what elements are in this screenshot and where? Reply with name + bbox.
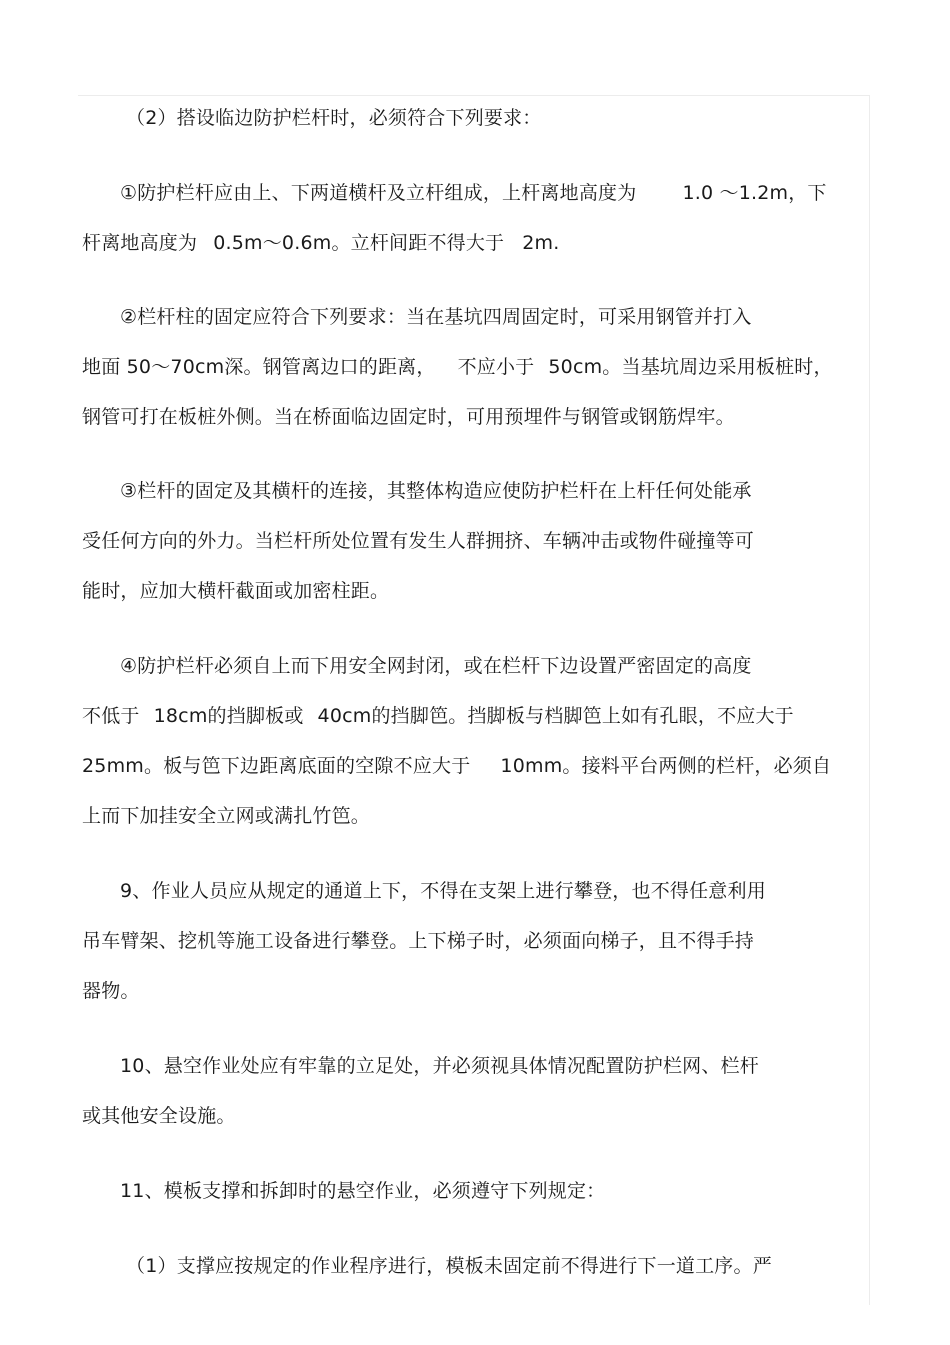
paragraph-p3-line-1: ②栏杆柱的固定应符合下列要求：当在基坑四周固定时，可采用钢管并打入 [120,306,752,328]
paragraph-p5-line-3-text-a: 25mm。板与笆下边距离底面的空隙不应大于 [82,755,471,777]
paragraph-p7-line-1: 10、悬空作业处应有牢靠的立足处，并必须视具体情况配置防护栏网、栏杆 [120,1055,759,1077]
paragraph-p2-line-1 [120,180,827,206]
paragraph-p3-line-2-text-b: 不应小于 [457,356,535,378]
paragraph-p5-line-2-text-a: 不低于 [82,705,140,727]
paragraph-p4-line-1: ③栏杆的固定及其横杆的连接，其整体构造应使防护栏杆在上杆任何处能承 [120,480,752,502]
paragraph-p2-line-2 [82,230,560,256]
paragraph-p2-line-1-value: 1.0 ～1.2m，下 [682,182,827,204]
paragraph-p5-line-1: ④防护栏杆必须自上而下用安全网封闭，或在栏杆下边设置严密固定的高度 [120,655,752,677]
paragraph-p5-line-2-text-b: 18cm的挡脚板或 [153,705,304,727]
paragraph-p7-line-2: 或其他安全设施。 [82,1105,236,1127]
paragraph-p3-line-2 [82,354,833,380]
paragraph-p5-line-2 [82,703,794,729]
paragraph-p9-line-1: （1）支撑应按规定的作业程序进行，模板未固定前不得进行下一道工序。严 [126,1255,772,1277]
paragraph-p2-line-2-text-c: 2m. [522,232,560,254]
paragraph-p4-line-2: 受任何方向的外力。当栏杆所处位置有发生人群拥挤、车辆冲击或物件碰撞等可 [82,530,755,552]
paragraph-p5-line-2-text-c: 40cm的挡脚笆。挡脚板与档脚笆上如有孔眼，不应大于 [317,705,794,727]
paragraph-p6-line-2: 吊车臂架、挖机等施工设备进行攀登。上下梯子时，必须面向梯子，且不得手持 [82,930,755,952]
paragraph-p3-line-2-text-c: 50cm。当基坑周边采用板桩时， [548,356,833,378]
paragraph-p5-line-3-text-b: 10mm。接料平台两侧的栏杆，必须自 [500,755,832,777]
paragraph-p1-line-1: （2）搭设临边防护栏杆时，必须符合下列要求： [126,107,542,129]
paragraph-p5-line-3 [82,753,831,779]
paragraph-p6-line-3: 器物。 [82,980,140,1002]
paragraph-p3-line-3: 钢管可打在板桩外侧。当在桥面临边固定时，可用预埋件与钢管或钢筋焊牢。 [82,406,735,428]
paragraph-p2-line-2-text-b: 0.5m～0.6m。立杆间距不得大于 [213,232,505,254]
paragraph-p4-line-3: 能时，应加大横杆截面或加密柱距。 [82,580,390,602]
paragraph-p2-line-2-text-a: 杆离地高度为 [82,232,198,254]
paragraph-p2-line-1-text: ①防护栏杆应由上、下两道横杆及立杆组成，上杆离地高度为 [120,182,637,204]
paragraph-p5-line-4: 上而下加挂安全立网或满扎竹笆。 [82,805,371,827]
paragraph-p6-line-1: 9、作业人员应从规定的通道上下，不得在支架上进行攀登，也不得任意利用 [120,880,766,902]
paragraph-p3-line-2-text-a: 地面 50～70cm深。钢管离边口的距离， [82,356,436,378]
paragraph-p8-line-1: 11、模板支撑和拆卸时的悬空作业，必须遵守下列规定： [120,1180,606,1202]
